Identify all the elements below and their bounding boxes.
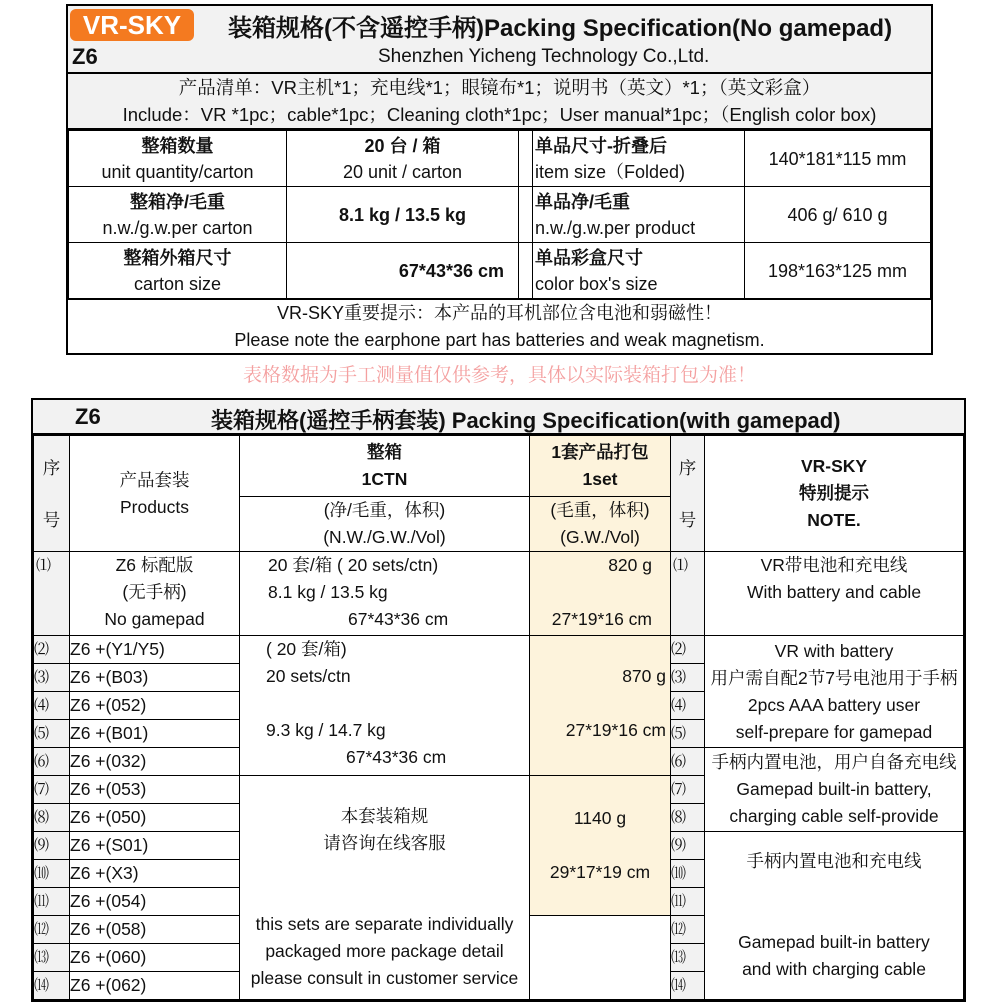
product-name: Z6 +(B01) [70,720,240,748]
spec-table [68,130,931,299]
seq-number: ⒁ [671,972,705,1000]
set-size: 27*19*16 cm [565,720,666,740]
product-name: Z6 +(053) [70,776,240,804]
model-label: Z6 [72,44,98,69]
spec-row [69,131,931,187]
ctn-size: 67*43*36 cm [346,747,447,767]
ctn-subheader: (N.W./G.W./Vol) [323,527,446,547]
product-name: Z6 标配版 [115,555,194,575]
note-cn: VR带电池和充电线 [760,555,908,575]
set-cell [530,776,671,916]
seq-number: ⑺ [34,776,70,804]
item-size-value: 140*181*115 mm [745,131,931,187]
seq-number: ⑿ [34,916,70,944]
product-name: No gamepad [104,609,205,629]
products-header-en: Products [119,496,190,517]
packing-spec-with-gamepad [31,398,966,1002]
note-en: With battery and cable [746,582,922,602]
note-cell [705,832,964,1000]
product-name: Z6 +(S01) [70,832,240,860]
header-row [34,436,964,497]
seq-number: ⑴ [34,552,70,636]
spec-row [69,243,931,299]
ctn-weight: 8.1 kg / 13.5 kg [268,582,388,602]
disclaimer: 表格数据为手工测量值仅供参考，具体以实际装箱打包为准！ [242,365,756,386]
product-name: Z6 +(062) [70,972,240,1000]
product-name: Z6 +(Y1/Y5) [70,636,240,664]
note-cell [705,748,964,832]
label-en: carton size [133,273,222,294]
seq-header: 号 [678,509,697,530]
brand-logo: VR-SKY [70,9,194,41]
set-weight: 1140 g [573,808,627,828]
seq-number: ⑺ [671,776,705,804]
label-cn: 整箱数量 [141,135,214,156]
set-size: 27*19*16 cm [551,609,652,629]
note-en: Please note the earphone part has batteries and weak magnetism. [234,330,765,350]
label-en: unit quantity/carton [101,161,254,182]
note-cn: 用户需自配2节7号电池用于手柄 [710,667,958,688]
include-en: Include：VR *1pc；cable*1pc；Cleaning cloth*1pc；User manual*1pc；（English color box) [122,104,877,125]
note-en: VR with battery [774,640,894,661]
ctn-cell [240,636,530,776]
table-row [34,552,964,636]
seq-number: ⒀ [34,944,70,972]
seq-number: ⑵ [671,636,705,664]
seq-number: ⒁ [34,972,70,1000]
label-en: n.w./g.w.per product [535,217,696,238]
label-en: item size（Folded) [535,161,686,182]
seq-number: ⑷ [671,692,705,720]
seq-number: ⑹ [671,748,705,776]
seq-number: ⑽ [671,860,705,888]
ctn-size: 67*43*36 cm [348,609,449,629]
products-header-cn: 产品套装 [119,469,190,490]
seq-header: 序 [42,457,61,478]
contact-note: 本套装箱规 [340,806,429,826]
seq-header: 号 [42,509,61,530]
seq-number: ⑶ [671,664,705,692]
seq-number: ⑻ [671,804,705,832]
product-name: Z6 +(B03) [70,664,240,692]
product-weight-value: 406 g/ 610 g [745,187,931,243]
label-en: n.w./g.w.per carton [102,217,253,238]
seq-number: ⑴ [671,552,705,636]
seq-number: ⑷ [34,692,70,720]
note-cn: 手柄内置电池和充电线 [746,851,922,871]
ctn-cell [240,776,530,1000]
seq-number: ⑿ [671,916,705,944]
ctn-qty: 20 sets/ctn [266,666,351,686]
color-box-size-value: 198*163*125 mm [745,243,931,299]
spec-header [33,400,964,435]
note-en: self-prepare for gamepad [735,721,933,742]
set-subheader: (毛重，体积) [550,500,650,520]
model-label: Z6 [75,404,101,429]
set-weight: 870 g [622,666,666,686]
product-name: Z6 +(052) [70,692,240,720]
ctn-subheader: (净/毛重，体积) [323,500,446,520]
seq-number: ⒀ [671,944,705,972]
seq-number: ⑼ [34,832,70,860]
set-header-en: 1set [582,469,618,489]
value-en: 20 unit / carton [342,161,463,182]
set-size: 29*17*19 cm [549,862,651,882]
seq-number: ⑻ [34,804,70,832]
set-cell [530,916,671,1000]
seq-number: ⑽ [34,860,70,888]
ctn-qty: 20 套/箱 ( 20 sets/ctn) [268,555,439,575]
note-en: charging cable self-provide [729,806,939,826]
label-cn: 单品尺寸-折叠后 [535,135,667,156]
seq-number: ⑾ [34,888,70,916]
set-cell [530,636,671,776]
note-cn: VR-SKY重要提示：本产品的耳机部位含电池和弱磁性！ [276,303,722,323]
value-cn: 20 台 / 箱 [364,135,441,156]
contact-note: 请咨询在线客服 [323,833,446,853]
spec-row [69,187,931,243]
note-cn: 手柄内置电池，用户自备充电线 [711,752,957,772]
product-name: Z6 +(058) [70,916,240,944]
note-en: 2pcs AAA battery user [747,694,921,715]
note-en: Gamepad built-in battery, [736,779,932,799]
product-name: Z6 +(050) [70,804,240,832]
note-header: NOTE. [807,510,861,530]
include-cn: 产品清单：VR主机*1；充电线*1；眼镜布*1；说明书（英文）*1；（英文彩盒） [178,77,821,98]
seq-number: ⑸ [671,720,705,748]
table-row [34,636,964,664]
seq-number: ⑵ [34,636,70,664]
set-weight: 820 g [608,555,652,575]
contact-note: this sets are separate individually [255,914,514,934]
important-note [68,299,931,353]
contact-note: packaged more package detail [265,941,504,961]
spec-title: 装箱规格(不含遥控手柄)Packing Specification(No gamepad) [228,15,893,42]
ctn-header-en: 1CTN [361,469,408,489]
note-en: and with charging cable [742,959,926,979]
label-cn: 整箱净/毛重 [129,191,225,212]
ctn-header-cn: 整箱 [367,442,402,462]
set-header-cn: 1套产品打包 [551,442,649,462]
product-name: Z6 +(060) [70,944,240,972]
spec-title: 装箱规格(遥控手柄套装) Packing Specification(with gamepad) [211,408,841,433]
seq-number: ⑼ [671,832,705,860]
carton-size-value: 67*43*36 cm [398,260,504,281]
product-name: Z6 +(X3) [70,860,240,888]
seq-number: ⑹ [34,748,70,776]
include-list [68,74,931,130]
seq-number: ⑸ [34,720,70,748]
seq-header: 序 [678,457,697,478]
set-subheader: (G.W./Vol) [560,527,640,547]
note-header: VR-SKY [800,456,868,476]
ctn-weight: 9.3 kg / 14.7 kg [266,720,386,740]
seq-number: ⑶ [34,664,70,692]
label-cn: 单品净/毛重 [535,191,631,212]
product-name: Z6 +(032) [70,748,240,776]
spec-header [68,6,931,74]
label-cn: 整箱外箱尺寸 [123,247,232,268]
product-name: Z6 +(054) [70,888,240,916]
label-cn: 单品彩盒尺寸 [535,247,643,268]
product-name: (无手柄) [122,582,187,602]
company-name: Shenzhen Yicheng Technology Co.,Ltd. [378,46,710,67]
carton-weight-value: 8.1 kg / 13.5 kg [338,204,467,225]
gamepad-table [33,435,964,1000]
note-en: Gamepad built-in battery [738,932,930,952]
ctn-qty: ( 20 套/箱) [266,639,347,659]
label-en: color box's size [535,273,658,294]
packing-spec-no-gamepad [66,4,933,355]
note-cell [705,636,964,748]
note-header: 特别提示 [799,483,869,503]
seq-number: ⑾ [671,888,705,916]
contact-note: please consult in customer service [250,968,519,988]
